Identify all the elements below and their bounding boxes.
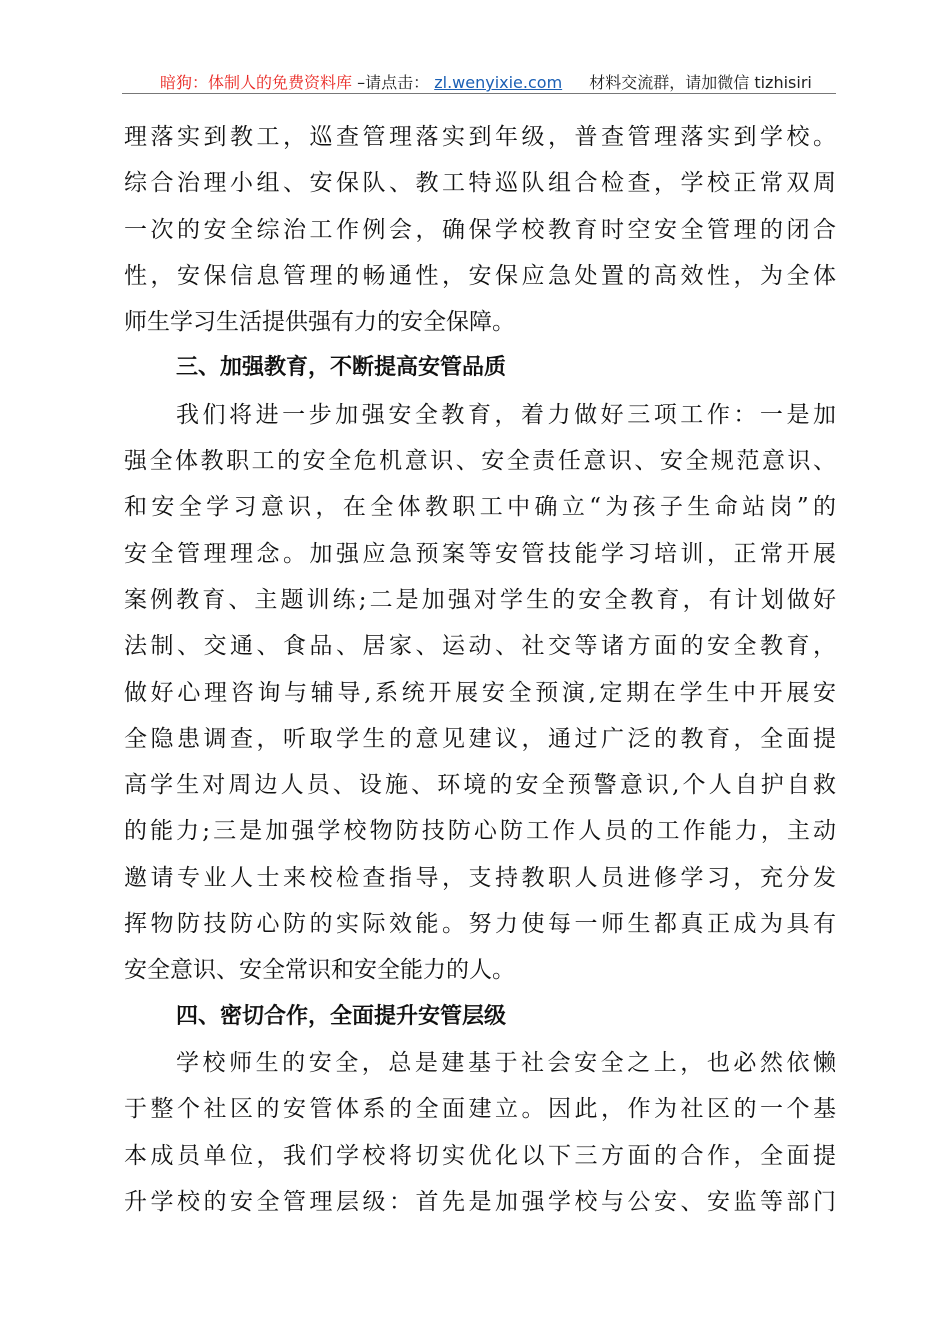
text-line: 案例教育、主题训练;二是加强对学生的安全教育，有计划做好 <box>124 586 836 613</box>
text-line: 和安全学习意识，在全体教职工中确立“为孩子生命站岗”的 <box>124 494 836 521</box>
header-contact: 材料交流群，请加微信 tizhisiri <box>589 73 812 92</box>
text-line: 挥物防技防心防的实际效能。努力使每一师生都真正成为具有 <box>124 911 836 938</box>
text-line: 邀请专业人士来校检查指导，支持教职人员进修学习，充分发 <box>124 864 836 891</box>
text-line: 安全管理理念。加强应急预案等安管技能学习培训，正常开展 <box>124 540 836 567</box>
header-brand: 暗狗：体制人的免费资料库 <box>160 73 353 92</box>
text-line: 法制、交通、食品、居家、运动、社交等诸方面的安全教育， <box>124 633 836 660</box>
header-link[interactable]: zl.wenyixie.com <box>434 73 563 92</box>
text-line: 高学生对周边人员、设施、环境的安全预警意识,个人自护自救 <box>124 772 836 799</box>
page-header <box>160 70 812 93</box>
section-heading: 四、密切合作，全面提升安管层级 <box>176 1003 507 1029</box>
text-line: 师生学习生活提供强有力的安全保障。 <box>124 309 515 336</box>
text-line: 强全体教职工的安全危机意识、安全责任意识、安全规范意识、 <box>124 448 836 475</box>
text-line: 综合治理小组、安保队、教工特巡队组合检查，学校正常双周 <box>124 170 836 197</box>
text-line: 于整个社区的安管体系的全面建立。因此，作为社区的一个基 <box>124 1096 836 1123</box>
text-line: 我们将进一步加强安全教育，着力做好三项工作：一是加 <box>176 401 836 428</box>
text-line: 升学校的安全管理层级：首先是加强学校与公安、安监等部门 <box>124 1188 836 1215</box>
text-line: 全隐患调查，听取学生的意见建议，通过广泛的教育，全面提 <box>124 725 836 752</box>
text-line: 的能力;三是加强学校物防技防心防工作人员的工作能力，主动 <box>124 818 836 845</box>
text-line: 理落实到教工，巡查管理落实到年级，普查管理落实到学校。 <box>124 124 836 150</box>
text-line: 学校师生的安全，总是建基于社会安全之上，也必然依懒 <box>176 1049 836 1076</box>
text-line: 做好心理咨询与辅导,系统开展安全预演,定期在学生中开展安 <box>124 679 836 706</box>
section-heading: 三、加强教育，不断提高安管品质 <box>176 355 507 381</box>
text-line: 安全意识、安全常识和安全能力的人。 <box>124 957 515 984</box>
header-prompt: –请点击： <box>357 73 430 92</box>
text-line: 一次的安全综治工作例会，确保学校教育时空安全管理的闭合 <box>124 216 836 243</box>
document-body <box>124 114 836 1225</box>
text-line: 本成员单位，我们学校将切实优化以下三方面的合作，全面提 <box>124 1142 836 1169</box>
text-line: 性，安保信息管理的畅通性，安保应急处置的高效性，为全体 <box>124 262 836 289</box>
header-divider <box>122 93 836 94</box>
